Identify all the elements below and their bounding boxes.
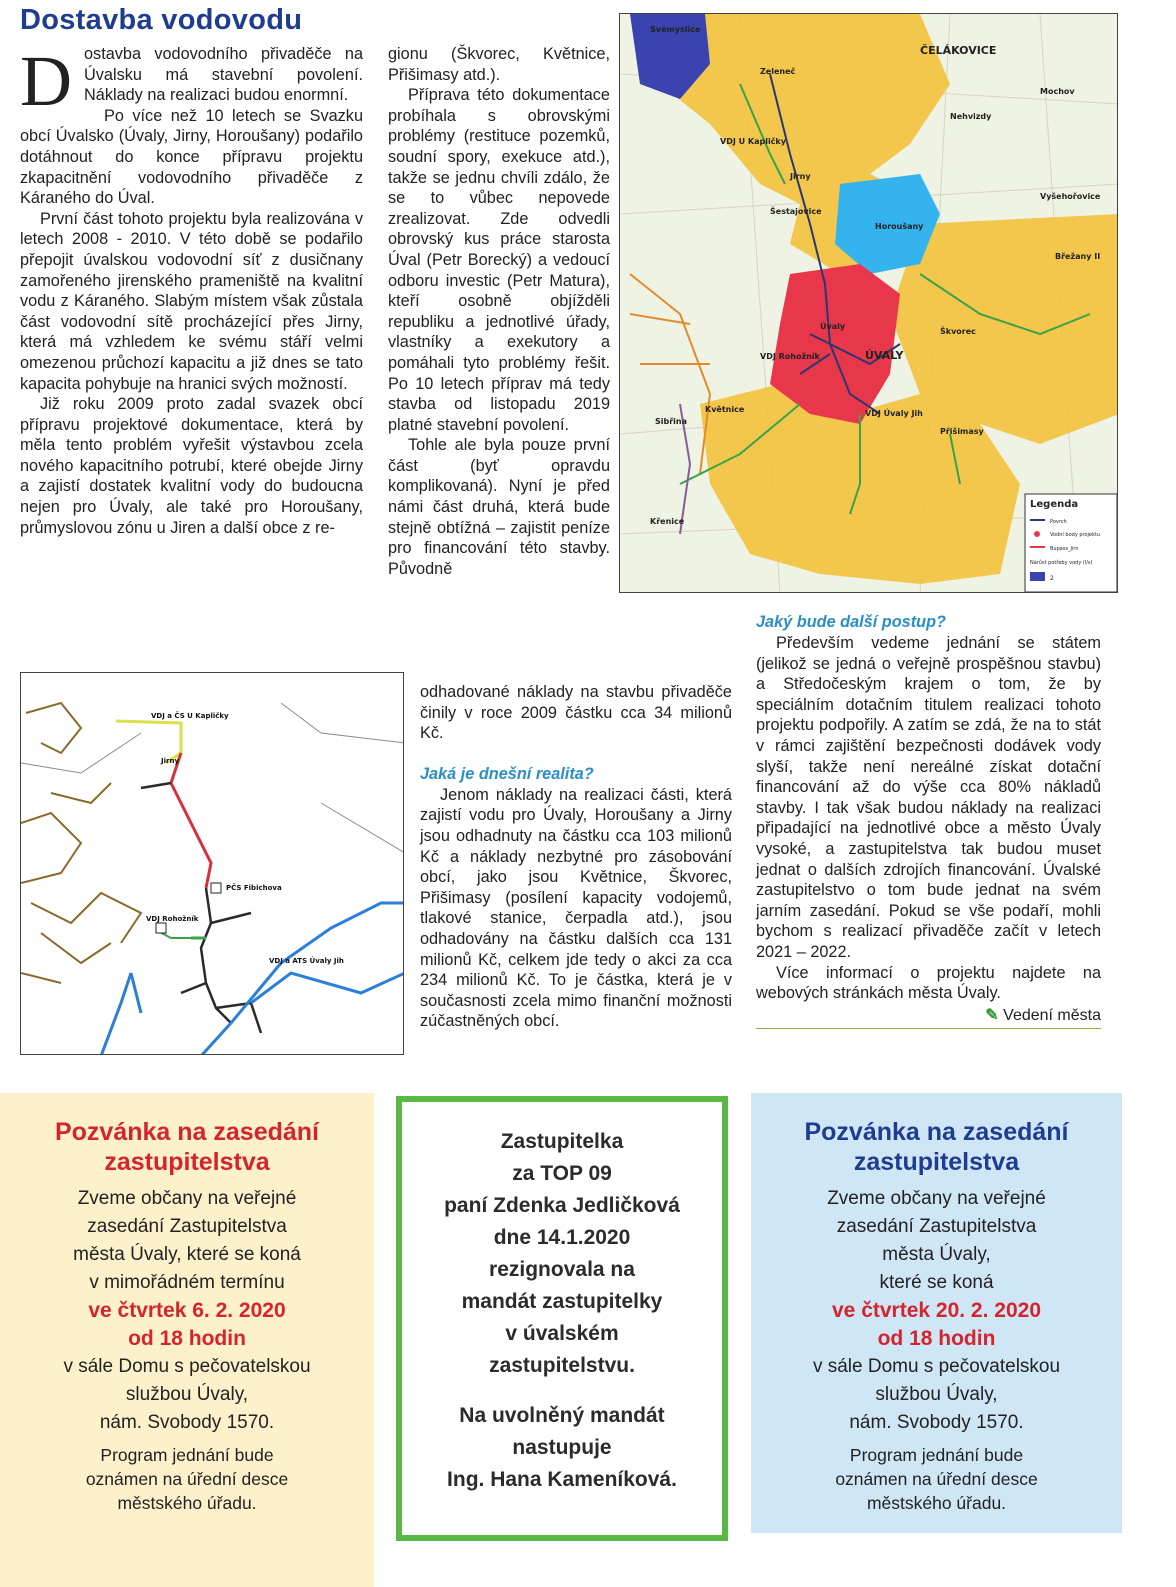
invitation-date: ve čtvrtek 6. 2. 2020 [88, 1299, 286, 1322]
map-label: VDJ Rohožník [760, 352, 820, 361]
map-label: Květnice [705, 405, 745, 414]
pipeline-label: PČS Fibichova [226, 884, 282, 892]
map-label: Úvaly [820, 322, 846, 331]
pipeline-label: VDJ a ČS U Kapličky [151, 712, 229, 720]
invitation-line: zasedání Zastupitelstva [836, 1216, 1037, 1237]
paragraph: ostavba vodovodního přivaděče na Úvalsku má stavební povolení. Náklady na realizaci budou enormní. [84, 45, 363, 105]
invitation-line: města Úvaly, [882, 1244, 991, 1265]
invitation-note-line: oznámen na úřední desce [835, 1469, 1038, 1489]
notice-line: Ing. Hana Kameníková. [447, 1468, 677, 1491]
invitation-line: nám. Svobody 1570. [99, 1412, 275, 1433]
notice-line: paní Zdenka Jedličková [444, 1194, 680, 1217]
map-label: Svémyslice [650, 25, 701, 34]
subheading-realita: Jaká je dnešní realita? [420, 764, 594, 783]
signature [756, 1006, 1101, 1030]
paragraph: První část tohoto projektu byla realizována v letech 2008 - 2010. V této době se podařilo přepojit úvalskou vodovodní síť z dusičnany zamořeného jirenského prameniště na kvalitní vodu z Káraného. Slabým místem však zůstala část vodovodní sítě procházející přes Jirny, která má vzhledem ke svému stáří velmi omezenou průchozí kapacitu a již dnes se tato kapacita pohybuje na hranici svých možností. [20, 209, 363, 393]
map-legend [1025, 494, 1117, 592]
map-label: Horoušany [875, 222, 924, 231]
invitation-box-right [751, 1093, 1122, 1533]
legend-item: 2 [1050, 575, 1054, 582]
map-graphic [620, 14, 1118, 593]
resignation-notice-box [396, 1096, 728, 1541]
notice-line: v úvalském [505, 1322, 619, 1345]
paragraph: Více informací o projektu najdete na webových stránkách města Úvaly. [756, 963, 1101, 1003]
invitation-note [751, 1443, 1122, 1515]
article-column-1 [20, 41, 363, 538]
invitation-note [0, 1443, 374, 1515]
pen-icon: ✎ [985, 1006, 999, 1024]
map-label: Škvorec [940, 327, 976, 336]
invitation-note-line: Program jednání bude [100, 1445, 274, 1465]
map-label: Zeleneč [760, 67, 796, 76]
invitation-line: v mimořádném termínu [89, 1272, 285, 1293]
invitation-line: zasedání Zastupitelstva [87, 1216, 287, 1237]
notice-line: mandát zastupitelky [461, 1290, 663, 1313]
invitation-line: města Úvaly, které se koná [73, 1244, 301, 1265]
notice-line: za TOP 09 [512, 1162, 612, 1185]
pipeline-label: VDJ a ATS Úvaly Jih [269, 957, 344, 965]
pipeline-graphic [21, 673, 404, 1055]
invitation-time: od 18 hodin [877, 1327, 996, 1350]
paragraph: Již roku 2009 proto zadal svazek obcí přípravu projektové dokumentace, která by měla tento problém vyřešit výstavbou zcela nového kapacitního potrubí, které obejde Jirny a zajistí dostatek kvalitní vody do budoucna nejen pro Úvaly, ale také pro Horoušany, průmyslovou zónu u Jiren a další obce z re- [20, 395, 363, 537]
notice-line: Zastupitelka [500, 1130, 624, 1153]
legend-title: Legenda [1030, 499, 1079, 510]
map-label: ÚVALY [865, 349, 904, 362]
invitation-line: službou Úvaly, [125, 1384, 249, 1405]
paragraph: Především vedeme jednání se státem (jelikož se jedná o veřejně prospěšnou stavbu) a Středočeským krajem o tom, že by speciálním dotačním titulem realizaci tohoto projektu podpořily. A zatím se zdá, že na to stát v rámci zajištění bezpečnosti dodávek vody slyší, takže není nereálné získat dotační financování až do výše cca 80% nákladů stavby. I tak však budou náklady na realizaci připadající na jednotlivé obce a město Úvaly vysoké, a zastupitelstva tak budou muset jednat o dalších zdrojích financování. Úvalské zastupitelstvo o tom bude jednat na svém jarním zasedání. Pokud se vše podaří, mohli bychom s realizací přivaděče začít v letech 2021 – 2022. [756, 634, 1101, 961]
paragraph: Příprava této dokumentace probíhala s obrovskými problémy (restituce pozemků, soudní spory, exekuce atd.), takže se jednu chvíli zdálo, že se to vůbec nepovede zrealizovat. Zde odvedli obrovský kus práce starosta Úval (Petr Borecký) a vedoucí odboru investic (Petr Matura), kteří osobně objížděli republiku a jednotlivé úřady, vlastníky a exekutory a pomáhali tyto problémy řešit. Po 10 letech příprav má tedy stavba od listopadu 2019 platné stavební povolení. [388, 86, 610, 434]
invitation-line: Zveme občany na veřejné [77, 1188, 297, 1209]
legend-item: Nárůst potřeby vody (l/s) [1030, 560, 1093, 566]
subheading-postup: Jaký bude další postup? [756, 613, 946, 631]
map-label: Šestajovice [770, 207, 822, 216]
invitation-date: ve čtvrtek 20. 2. 2020 [832, 1299, 1041, 1322]
pipeline-label: VDJ Rohožník [146, 915, 199, 923]
paragraph: gionu (Škvorec, Květnice, Přišimasy atd.). [388, 45, 610, 84]
paragraph: Jenom náklady na realizaci části, která zajistí vodu pro Úvaly, Horoušany a Jirny jsou odhadnuty na částku cca 103 milionů Kč a náklady nezbytné pro zásobování obcí, jako jsou Květnice, Škvorec, Přišimasy (posílení kapacity vodojemů, tlakové stanice, čerpadla atd.), jsou odhadovány na částku dalších cca 131 milionů Kč, celkem jde tedy o akci za cca 234 milionů Kč. To je částka, která je v současnosti zcela mimo finanční možnosti zúčastněných obcí. [420, 785, 732, 1031]
pipeline-label: Jirny [161, 757, 180, 765]
paragraph: Tohle ale byla pouze první část (byť opravdu komplikovaná). Nyní je před námi část druhá, která bude stejně obtížná – zajistit peníze pro financování této stavby. Původně [388, 436, 610, 578]
invitation-line: Zveme občany na veřejné [827, 1188, 1046, 1209]
invitation-line: které se koná [879, 1272, 994, 1293]
invitation-note-line: Program jednání bude [849, 1445, 1024, 1465]
invitation-title: Pozvánka na zasedání zastupitelstva [804, 1118, 1069, 1176]
pipeline-map [20, 672, 404, 1055]
map-label: Jirny [790, 172, 811, 181]
invitation-note-line: oznámen na úřední desce [85, 1469, 289, 1489]
invitation-time: od 18 hodin [128, 1327, 246, 1350]
legend-item: Vodní body projektu [1050, 532, 1101, 538]
notice-line: zastupitelstvu. [489, 1354, 635, 1377]
article-column-2-lower [420, 682, 732, 1032]
map-label: Mochov [1040, 87, 1075, 96]
invitation-line: nám. Svobody 1570. [849, 1412, 1024, 1433]
map-label: VDJ Úvaly Jih [865, 409, 923, 418]
notice-line: Na uvolněný mandát [459, 1404, 665, 1427]
map-label: Sibřina [655, 417, 688, 426]
invitation-note-line: městského úřadu. [866, 1493, 1007, 1513]
invitation-line: v sále Domu s pečovatelskou [812, 1356, 1061, 1377]
map-label: VDJ U Kapličky [720, 137, 786, 146]
signature-text: Vedení města [1003, 1006, 1101, 1024]
water-supply-map [619, 13, 1118, 593]
map-label: Břežany II [1055, 252, 1101, 261]
notice-line: nastupuje [512, 1436, 612, 1459]
map-label: Přišimasy [940, 427, 984, 436]
article-column-2-upper [388, 44, 610, 579]
notice-line: dne 14.1.2020 [493, 1226, 631, 1249]
map-label: Křenice [650, 517, 685, 526]
legend-item: Povrch [1050, 519, 1067, 525]
map-label: ČELÁKOVICE [920, 44, 997, 57]
invitation-line: v sále Domu s pečovatelskou [63, 1356, 311, 1377]
map-label: Nehvizdy [950, 112, 992, 121]
notice-line: rezignovala na [489, 1258, 635, 1281]
paragraph: odhadované náklady na stavbu přivaděče činily v roce 2009 částku cca 34 milionů Kč. [420, 683, 732, 743]
article-title: Dostavba vodovodu [20, 4, 303, 36]
paragraph: Po více než 10 letech se Svazku obcí Úvalsko (Úvaly, Jirny, Horoušany) podařilo dotáhnout do konce přípravu projektu zkapacitnění vodovodního přivaděče z Káraného do Úval. [20, 106, 363, 208]
invitation-line: službou Úvaly, [875, 1384, 998, 1405]
legend-item: Bupass_Jirn [1050, 546, 1079, 552]
article-column-3 [756, 612, 1101, 1029]
drop-cap: D [20, 41, 72, 121]
invitation-box-left [0, 1093, 374, 1587]
invitation-note-line: městského úřadu. [117, 1493, 257, 1513]
map-label: Vyšehořovice [1040, 192, 1101, 201]
invitation-title: Pozvánka na zasedání zastupitelstva [54, 1118, 319, 1176]
